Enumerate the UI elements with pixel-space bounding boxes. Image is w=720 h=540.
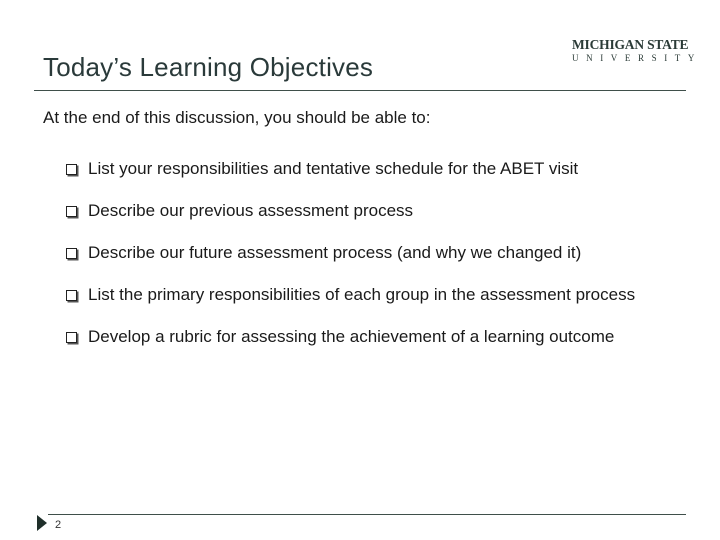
footer-arrow-icon: [37, 515, 47, 531]
objective-text: List the primary responsibilities of each group in the assessment process: [88, 285, 636, 304]
objective-text: Develop a rubric for assessing the achievement of a learning outcome: [88, 327, 615, 346]
objective-text: List your responsibilities and tentative schedule for the ABET visit: [88, 159, 579, 178]
logo-wordmark-line2: UNIVERSITY: [572, 53, 702, 63]
objective-text: Describe our future assessment process (and why we changed it): [88, 243, 582, 262]
objective-item: [66, 148, 635, 190]
logo-wordmark-line1: MICHIGAN STATE: [572, 37, 689, 52]
objective-item: [66, 190, 635, 232]
intro-text: At the end of this discussion, you should be able to:: [43, 108, 431, 127]
university-logo: [572, 37, 702, 64]
checkbox-icon: [66, 248, 77, 259]
objectives-list: [66, 148, 635, 358]
slide-title: Today’s Learning Objectives: [43, 52, 374, 82]
title-divider: [34, 90, 686, 91]
checkbox-icon: [66, 164, 77, 175]
objective-item: [66, 316, 635, 358]
checkbox-icon: [66, 332, 77, 343]
objective-text: Describe our previous assessment process: [88, 201, 414, 220]
checkbox-icon: [66, 290, 77, 301]
checkbox-icon: [66, 206, 77, 217]
page-number: 2: [55, 519, 62, 531]
objective-item: [66, 232, 635, 274]
footer-divider: [48, 514, 686, 515]
objective-item: [66, 274, 635, 316]
